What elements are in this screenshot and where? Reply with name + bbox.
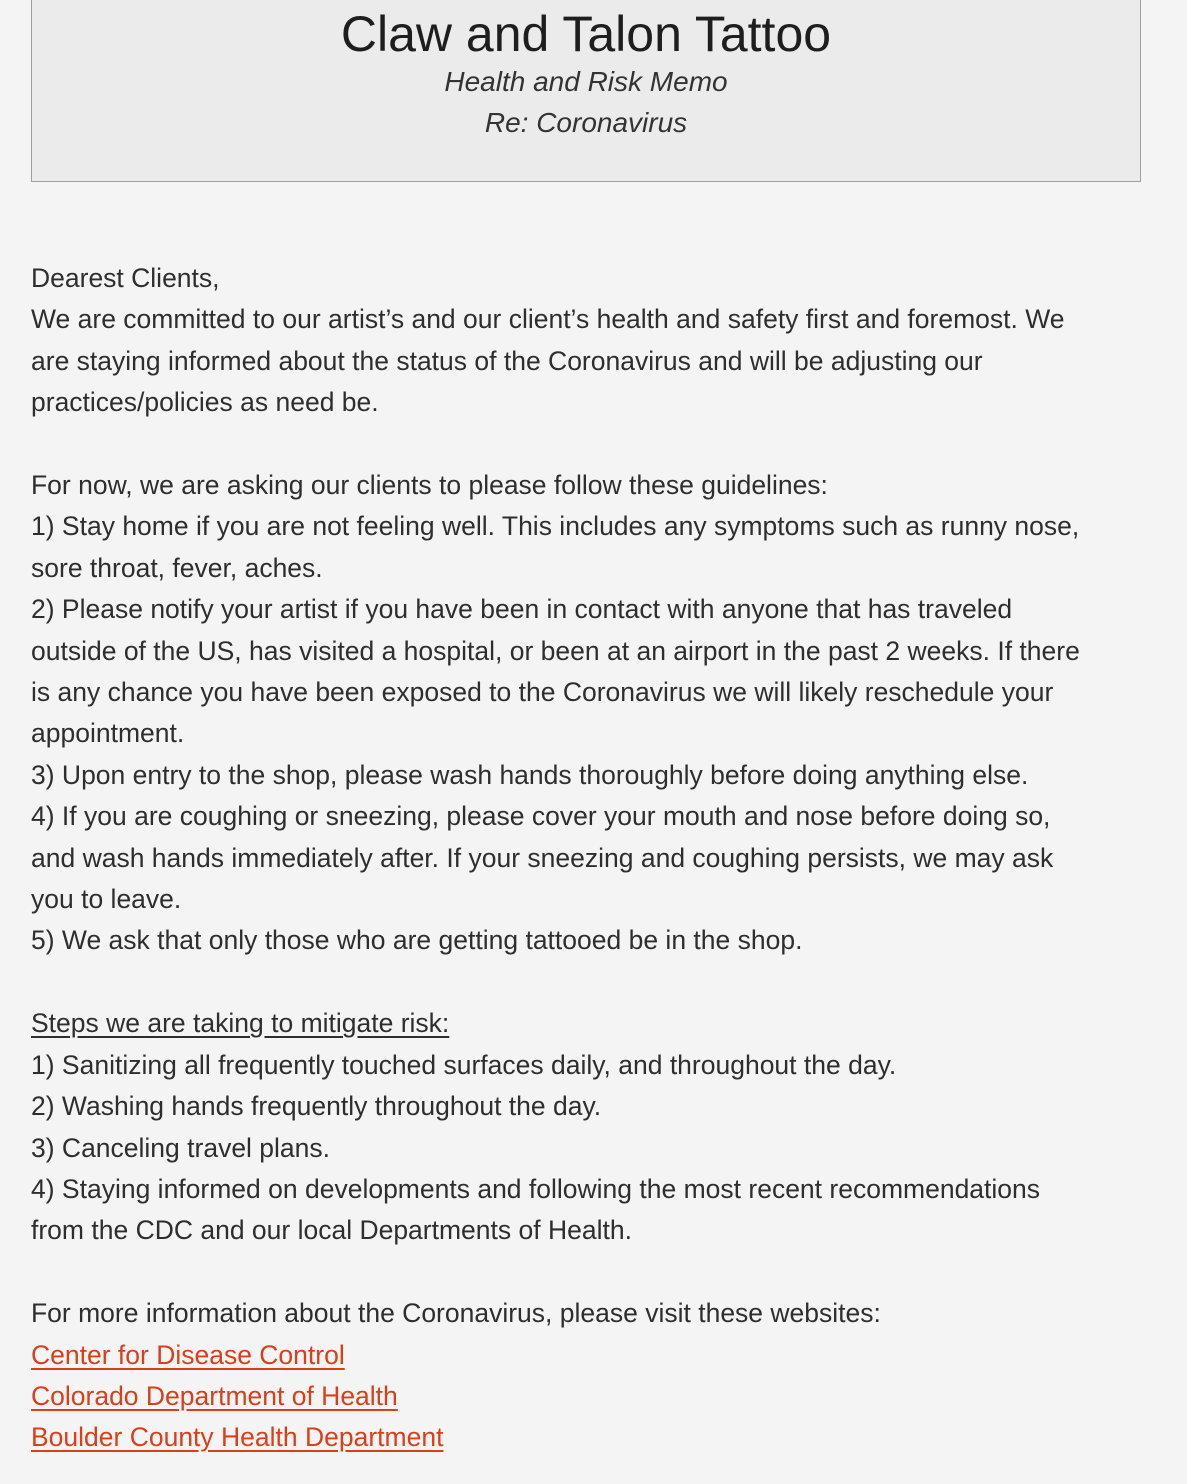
step-line: from the CDC and our local Departments of Health. [31,1215,632,1246]
guideline-line: 5) We ask that only those who are getting tattooed be in the shop. [31,925,803,956]
link-colorado-health[interactable]: Colorado Department of Health [31,1380,398,1411]
shop-title: Claw and Talon Tattoo [340,6,832,62]
intro-line: practices/policies as need be. [31,387,379,418]
step-line: 3) Canceling travel plans. [31,1132,331,1163]
intro-line: We are committed to our artist’s and our client’s health and safety first and foremost. We [31,304,1065,335]
guideline-line: 3) Upon entry to the shop, please wash hands thoroughly before doing anything else. [31,759,1029,790]
guideline-line: you to leave. [31,884,182,915]
paragraph-spacer [31,1252,1151,1293]
step-line: 1) Sanitizing all frequently touched surfaces daily, and throughout the day. [31,1049,897,1080]
memo-body [31,258,1151,1459]
steps-heading: Steps we are taking to mitigate risk: [31,1008,450,1039]
step-line: 2) Washing hands frequently throughout the day. [31,1091,602,1122]
more-info-text: For more information about the Coronavirus, please visit these websites: [31,1298,881,1329]
link-cdc[interactable]: Center for Disease Control [31,1339,345,1370]
guideline-line: 2) Please notify your artist if you have been in contact with anyone that has traveled [31,594,1013,625]
guideline-line: and wash hands immediately after. If your sneezing and coughing persists, we may ask [31,842,1054,873]
guideline-line: 4) If you are coughing or sneezing, please cover your mouth and nose before doing so, [31,801,1051,832]
memo-subtitle: Health and Risk Memo [444,66,728,97]
guidelines-intro: For now, we are asking our clients to please follow these guidelines: [31,470,828,501]
guideline-line: sore throat, fever, aches. [31,552,323,583]
guideline-line: appointment. [31,718,185,749]
paragraph-spacer [31,962,1151,1003]
guideline-line: outside of the US, has visited a hospital, or been at an airport in the past 2 weeks. If there [31,635,1080,666]
guideline-line: 1) Stay home if you are not feeling well. This includes any symptoms such as runny nose, [31,511,1080,542]
step-line: 4) Staying informed on developments and following the most recent recommendations [31,1173,1041,1204]
memo-re-line: Re: Coronavirus [484,107,688,138]
paragraph-spacer [31,424,1151,465]
memo-header [31,0,1141,182]
intro-line: are staying informed about the status of the Coronavirus and will be adjusting our [31,345,983,376]
guideline-line: is any chance you have been exposed to the Coronavirus we will likely reschedule your [31,677,1054,708]
link-boulder-county-health[interactable]: Boulder County Health Department [31,1422,444,1453]
greeting: Dearest Clients, [31,263,220,293]
